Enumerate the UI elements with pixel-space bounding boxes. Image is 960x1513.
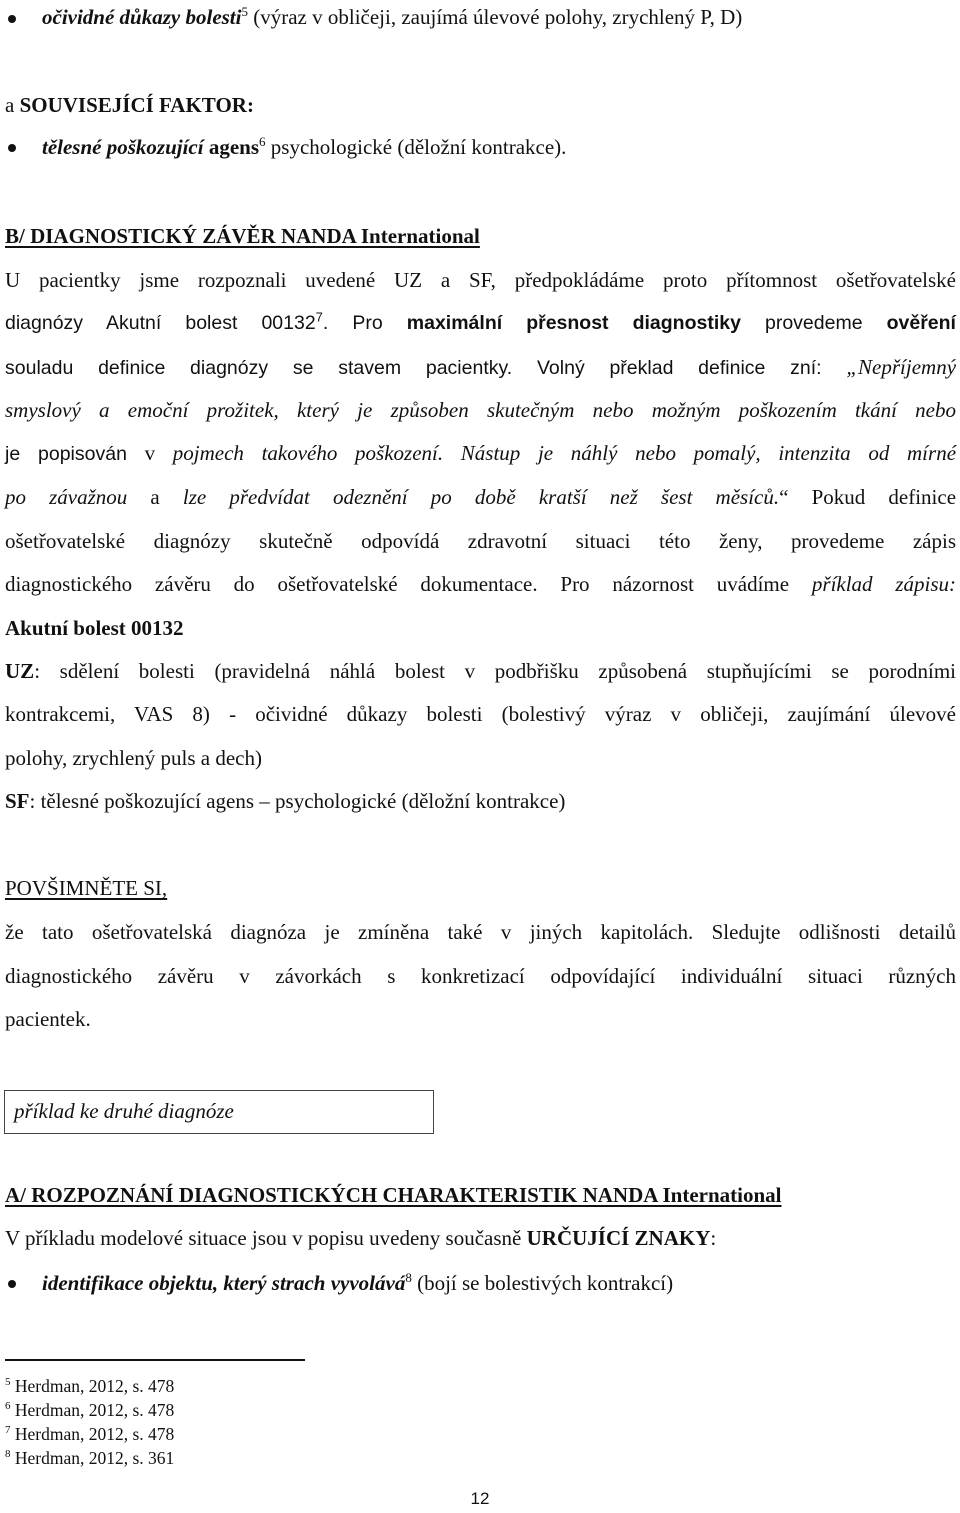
section-b-heading: B/ DIAGNOSTICKÝ ZÁVĚR NANDA International [5,224,480,248]
example-box-label: příklad ke druhé diagnóze [14,1099,234,1123]
paragraph-line: diagnostického závěru do ošetřovatelské dokumentace. Pro názornost uvádíme příklad zápisu: [5,572,957,596]
notice-heading: POVŠIMNĚTE SI, [5,876,168,900]
footnote-ref[interactable]: 8 [405,1270,412,1285]
footnote: $^6$ Herdman, 2012, s. 478 [5,1400,175,1420]
example-box [4,1090,434,1134]
uz-line: kontrakcemi, VAS 8) - očividné důkazy bolesti (bolestivý výraz v obličeji, zaujímání úlevové [5,702,956,726]
notice-line: pacientek. [5,1007,91,1031]
bullet-dot [8,15,16,23]
footnote-separator [5,1359,305,1361]
notice-line: že tato ošetřovatelská diagnóza je zmíněna také v jiných kapitolách. Sledujte odlišnosti detailů [5,920,956,944]
section-a-intro: V příkladu modelové situace jsou v popisu uvedeny současně URČUJÍCÍ ZNAKY: [5,1226,717,1250]
paragraph-line: po závažnou a lze předvídat odeznění po době kratší než šest měsíců.“ Pokud definice [5,485,957,509]
footnote-ref[interactable]: 5 [241,4,248,19]
footnote: $^7$ Herdman, 2012, s. 478 [5,1424,175,1444]
uz-line: UZ: sdělení bolesti (pravidelná náhlá bolest v podbřišku způsobená stupňujícími se porodními [5,659,956,683]
footnote-ref[interactable]: 6 [259,134,266,149]
paragraph-line: smyslový a emoční prožitek, který je způsoben skutečným nebo možným poškozením tkání nebo [5,398,956,422]
footnote: $^8$ Herdman, 2012, s. 361 [5,1448,175,1468]
paragraph-line: souladu definice diagnózy se stavem pacientky. Volný překlad definice zní: „Nepříjemný [5,355,957,379]
paragraph-line: je popisován v pojmech takového poškození. Nástup je náhlý nebo pomalý, intenzita od mírné [5,441,957,465]
paragraph-line: diagnózy Akutní bolest 00132$^7$. Pro maximální přesnost diagnostiky provedeme ověření [5,309,956,334]
paragraph-line: U pacientky jsme rozpoznali uvedené UZ a SF, předpokládáme proto přítomnost ošetřovatelské [5,268,956,292]
section-a-heading: A/ ROZPOZNÁNÍ DIAGNOSTICKÝCH CHARAKTERISTIK NANDA International [5,1183,782,1207]
bullet-item-injuring-agent: tělesné poškozující agens$^6$ psychologické (děložní kontrakce). [42,134,567,159]
uz-line: polohy, zrychlený puls a dech) [5,746,262,770]
page-number: 12 [470,1489,490,1508]
bullet-dot [8,144,16,152]
diagnosis-title: Akutní bolest 00132 [5,616,184,640]
paragraph-line: ošetřovatelské diagnózy skutečně odpovídá zdravotní situaci této ženy, provedeme zápis [5,529,956,553]
notice-line: diagnostického závěru v závorkách s konkretizací odpovídající individuální situaci různých [5,964,956,988]
related-factor-label: a SOUVISEJÍCÍ FAKTOR: [5,93,254,117]
footnote: $^5$ Herdman, 2012, s. 478 [5,1376,175,1396]
footnote-ref[interactable]: 7 [315,309,323,325]
bullet-item-pain-evidence: očividné důkazy bolesti$^5$ (výraz v obličeji, zaujímá úlevové polohy, zrychlený P, D) [42,4,743,29]
bullet-item-fear-object: identifikace objektu, který strach vyvolává$^8$ (bojí se bolestivých kontrakcí) [42,1270,674,1295]
bullet-dot [8,1280,16,1288]
sf-line: SF: tělesné poškozující agens – psychologické (děložní kontrakce) [5,789,566,813]
